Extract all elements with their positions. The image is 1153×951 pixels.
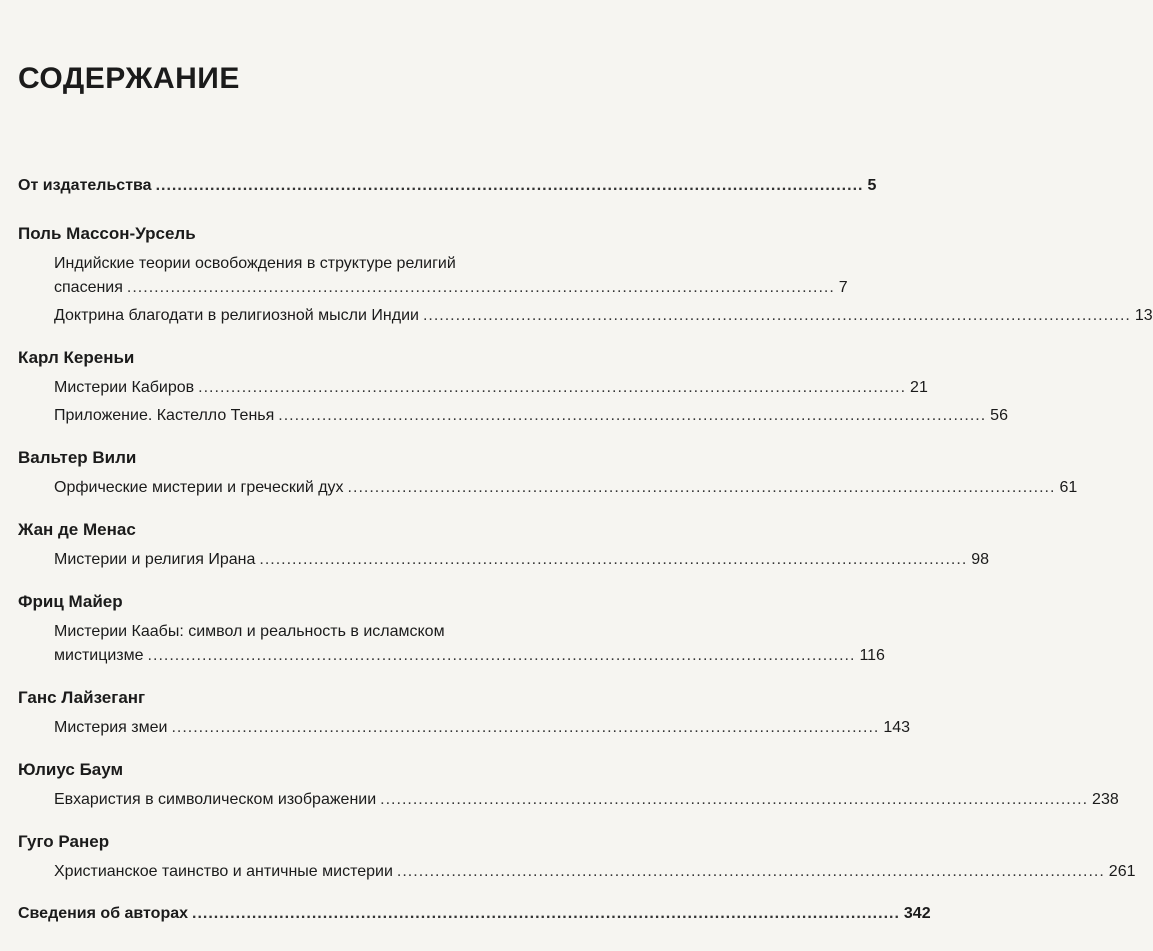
toc-section xyxy=(18,223,1153,327)
toc-entry[interactable] xyxy=(54,645,885,667)
toc-entry-label: мистицизме xyxy=(54,647,144,664)
toc-section xyxy=(18,687,911,739)
dot-leader: .................................................................................................................................. xyxy=(155,177,864,194)
toc-entry-page: 261 xyxy=(1108,863,1136,880)
toc-entry-label-line1: Индийские теории освобождения в структуре религий xyxy=(54,255,456,272)
toc-entry[interactable] xyxy=(54,549,990,571)
dot-leader: .................................................................................................................................. xyxy=(422,307,1131,324)
dot-leader: .................................................................................................................................. xyxy=(147,647,856,664)
dot-leader: .................................................................................................................................. xyxy=(126,279,835,296)
dot-leader: .................................................................................................................................. xyxy=(198,379,907,396)
toc-entry-page: 5 xyxy=(867,177,877,194)
toc-entry[interactable] xyxy=(54,789,1119,811)
toc-entry-label-line1: Мистерии Каабы: символ и реальность в исламском xyxy=(54,623,445,640)
toc-entry-about-authors[interactable] xyxy=(18,903,931,925)
section-author: Поль Массон-Урсель xyxy=(18,224,196,243)
section-author: Ганс Лайзеганг xyxy=(18,688,146,707)
dot-leader: .................................................................................................................................. xyxy=(278,407,987,424)
section-author: Вальтер Вили xyxy=(18,448,137,467)
dot-leader: .................................................................................................................................. xyxy=(347,479,1056,496)
toc-section xyxy=(18,447,1078,499)
toc-entry[interactable] xyxy=(54,305,1153,327)
table-of-contents xyxy=(18,175,1153,925)
section-author: Фриц Майер xyxy=(18,592,123,611)
toc-entry-label: Приложение. Кастелло Тенья xyxy=(54,407,275,424)
toc-entry-page: 7 xyxy=(838,279,848,296)
section-author: Карл Кереньи xyxy=(18,348,135,367)
toc-entry-publisher[interactable] xyxy=(18,175,877,197)
dot-leader: .................................................................................................................................. xyxy=(380,791,1089,808)
toc-entry-label: Христианское таинство и античные мистерии xyxy=(54,863,393,880)
toc-entry-page: 21 xyxy=(910,379,928,396)
toc-entry[interactable] xyxy=(54,717,911,739)
toc-entry-label: Мистерии Кабиров xyxy=(54,379,195,396)
toc-entry[interactable] xyxy=(54,377,928,399)
section-author: Юлиус Баум xyxy=(18,760,124,779)
toc-entry-label: От издательства xyxy=(18,177,152,194)
toc-entry-page: 98 xyxy=(971,551,990,568)
toc-entry-label: Доктрина благодати в религиозной мысли Индии xyxy=(54,307,419,324)
toc-entry-page: 143 xyxy=(883,719,911,736)
toc-entry[interactable] xyxy=(54,277,848,299)
section-author: Гуго Ранер xyxy=(18,832,110,851)
toc-entry-page: 116 xyxy=(859,647,885,664)
section-author: Жан де Менас xyxy=(18,520,136,539)
toc-entry-label: Евхаристия в символическом изображении xyxy=(54,791,377,808)
toc-entry-label: Мистерии и религия Ирана xyxy=(54,551,256,568)
toc-entry-label: Сведения об авторах xyxy=(18,905,189,922)
toc-entry-page: 61 xyxy=(1059,479,1078,496)
toc-entry-page: 342 xyxy=(903,905,931,922)
toc-entry-page: 13 xyxy=(1134,307,1153,324)
dot-leader: .................................................................................................................................. xyxy=(259,551,968,568)
page-title: СОДЕРЖАНИЕ xyxy=(18,62,240,95)
toc-entry[interactable] xyxy=(54,405,1008,427)
dot-leader: .................................................................................................................................. xyxy=(171,719,880,736)
toc-section xyxy=(18,347,1008,427)
toc-section xyxy=(18,591,885,667)
toc-section xyxy=(18,831,1136,883)
toc-section xyxy=(18,759,1119,811)
toc-section xyxy=(18,519,990,571)
toc-entry-label: спасения xyxy=(54,279,123,296)
dot-leader: .................................................................................................................................. xyxy=(396,863,1105,880)
toc-entry[interactable] xyxy=(54,477,1078,499)
toc-entry-page: 238 xyxy=(1092,791,1119,808)
dot-leader: .................................................................................................................................. xyxy=(192,905,900,922)
toc-entry-label: Орфические мистерии и греческий дух xyxy=(54,479,344,496)
toc-entry-label: Мистерия змеи xyxy=(54,719,168,736)
toc-entry[interactable] xyxy=(54,861,1136,883)
toc-entry-page: 56 xyxy=(990,407,1008,424)
